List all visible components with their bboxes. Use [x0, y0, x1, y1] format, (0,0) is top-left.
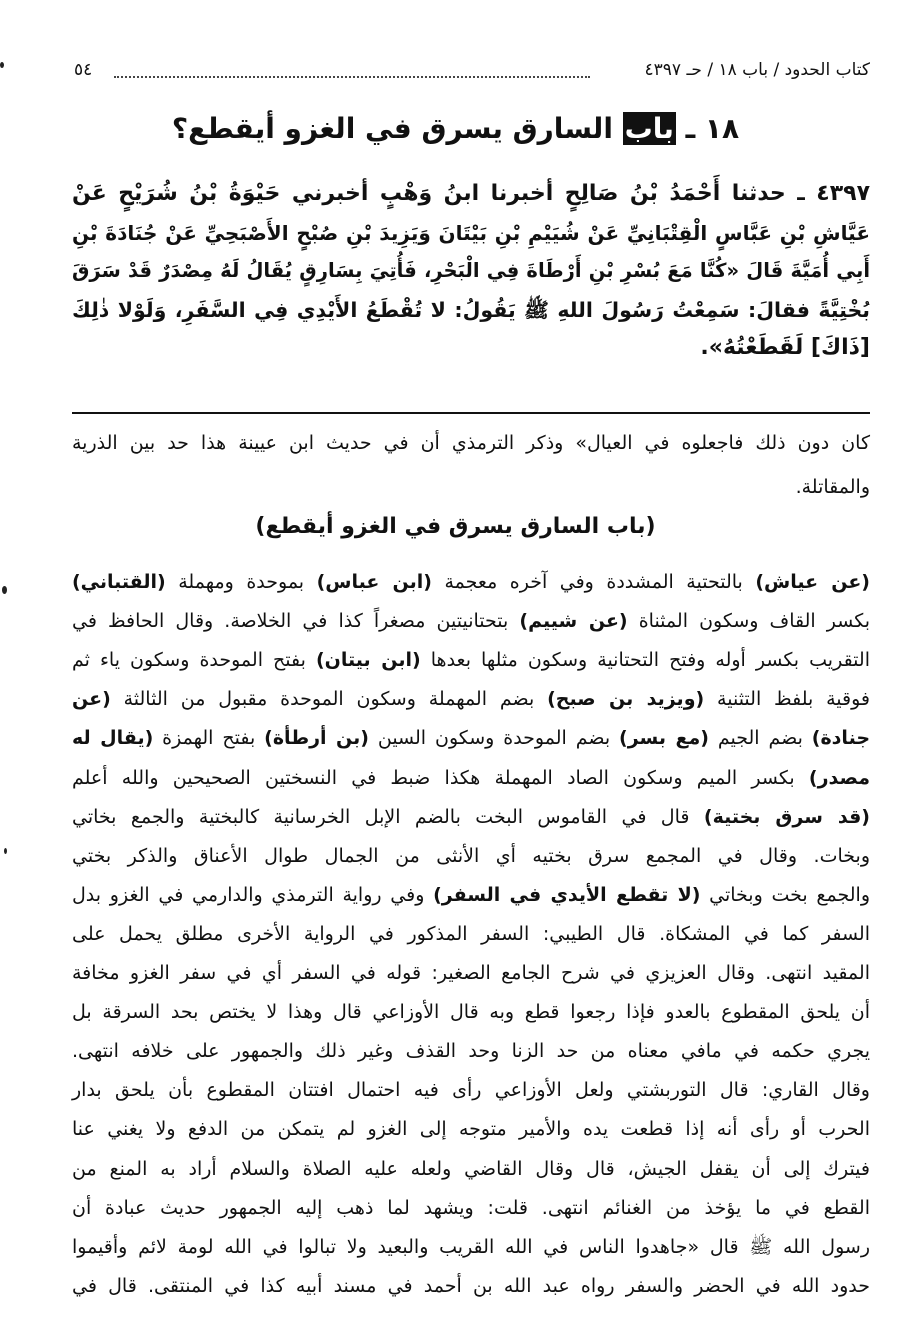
- text-line: [72, 956, 870, 990]
- bold-lemma: (عن شييم): [519, 610, 628, 633]
- running-head: كتاب الحدود / باب ١٨ / حـ ٤٣٩٧: [644, 60, 870, 80]
- text-segment: بتحتانيتين مصغراً كذا في الخلاصة. وقال الحافظ في: [72, 610, 520, 633]
- text-segment: القطع في ما يؤخذ من الغنائم انتهى. قلت: ويشهد لما ذهب إليه الجمهور حديث عبادة أن: [72, 1196, 870, 1219]
- text-line: [72, 878, 870, 912]
- text-line: [72, 800, 870, 834]
- text-line: [72, 839, 870, 873]
- text-segment: فيترك إلى أن يقفل الجيش، قال وقال القاضي ولعله عليه الصلاة والسلام أراد به المنع من: [72, 1157, 870, 1180]
- bold-lemma: جنادة): [811, 727, 871, 750]
- text-segment: بفتح الهمزة: [153, 727, 265, 750]
- text-segment: السفر كما في المشكاة. قال الطيبي: السفر المذكور في الرواية الأخرى مطلق يحمل على: [72, 922, 870, 945]
- text-line: [72, 215, 870, 251]
- text-segment: أَبِي أُمَيَّةَ قَالَ «كُنَّا مَعَ بُسْرِ بْنِ أَرْطَاةَ فِي الْبَحْرِ، فَأُتِيَ بِسَارِقٍ يُقَالُ لَهُ مِصْدَرٌ قَدْ سَرَقَ: [72, 259, 870, 283]
- text-segment: حدود الله في الحضر والسفر رواه عبد الله بن أحمد في مسند أبيه كذا في المنتقى. قال في: [72, 1274, 870, 1297]
- text-segment: بُخْتِيَّةً فقالَ: سَمِعْتُ رَسُولَ اللهِ ﷺ يَقُولُ: لا تُقْطَعُ الأَيْدِي فِي السَّفَرِ، وَلَوْلا ذٰلِكَ: [72, 297, 870, 322]
- commentary-heading: (باب السارق يسرق في الغزو أيقطع): [255, 514, 656, 539]
- text-segment: رسول الله ﷺ قال «جاهدوا الناس في الله القريب والبعيد ولا تبالوا في الله لومة لائم وأقيموا: [72, 1235, 870, 1258]
- text-line: [72, 995, 870, 1029]
- text-line: [72, 470, 870, 504]
- text-line: [72, 604, 870, 638]
- bold-lemma: (ابن بيتان): [315, 649, 421, 672]
- text-segment: بكسر الميم وسكون الصاد المهملة هكذا ضبط في النسختين الصحيحين والله أعلم: [72, 766, 809, 789]
- text-line: [72, 1191, 870, 1225]
- text-line: [72, 1230, 870, 1264]
- text-segment: بضم الجيم: [708, 727, 812, 750]
- text-segment: عَيَّاشِ بْنِ عَبَّاسٍ الْقِتْبَانِيِّ عَنْ شُيَيْمِ بْنِ بَيْتَانَ وَيَزِيدَ بْنِ صُبْحٍ الأَصْبَحِيِّ عَنْ جُنَادَةَ بْنِ: [72, 220, 870, 245]
- bold-lemma: (يقال له: [72, 727, 154, 750]
- bold-lemma: (عن: [72, 688, 111, 711]
- text-line: [72, 643, 870, 677]
- text-segment: وبخات. وقال في المجمع سرق بختيه أي الأنثى من الجمال طوال الأعناق والذكر بختي: [72, 844, 870, 867]
- scan-speck: [0, 62, 4, 68]
- scan-speck: [2, 586, 7, 594]
- text-segment: فوقية بلفظ التثنية: [704, 688, 871, 711]
- text-segment: وفي رواية الترمذي والدارمي في الغزو بدل: [72, 883, 434, 906]
- text-line: [72, 176, 870, 212]
- text-segment: قال في القاموس البخت بالضم الإبل الخرسانية كالبختية والجمع بخاتي: [72, 805, 704, 828]
- text-segment: بالتحتية المشددة وفي آخره معجمة: [431, 571, 756, 593]
- text-line: [72, 917, 870, 951]
- text-segment: وقال القاري: قال التوربشتي ولعل الأوزاعي رأى فيه احتمال افتتان المقطوع بأن يلحق بدار: [72, 1079, 870, 1102]
- text-segment: بضم الموحدة وسكون السين: [368, 727, 620, 750]
- text-segment: التقريب بكسر أوله وفتح التحتانية وسكون مثلها بعدها: [420, 649, 870, 672]
- text-segment: [ذَاكَ] لَقَطَعْتُهُ».: [700, 335, 870, 361]
- bold-lemma: (لا تقطع الأيدي في السفر): [433, 883, 701, 906]
- text-segment: بكسر القاف وسكون المثناة: [627, 610, 871, 633]
- text-segment: حدثنا أَحْمَدُ بْنُ صَالِحٍ أخبرنا ابنُ وَهْبٍ أخبرني حَيْوَةُ بْنُ شُرَيْحٍ عَنْ: [72, 181, 786, 206]
- text-line: [72, 682, 870, 716]
- bold-lemma: (عن عياش): [755, 571, 870, 593]
- text-line: [72, 1073, 870, 1107]
- text-segment: الحرب أو رأى أنه إذا قطعت يده والأمير متوجه إلى الغزو لم يتمكن من الدفع ولا يغني عنا: [72, 1118, 870, 1141]
- text-segment: بفتح الموحدة وسكون ياء ثم: [72, 649, 316, 672]
- bold-lemma: (ابن عباس): [316, 571, 432, 593]
- text-segment: بموحدة ومهملة: [165, 571, 317, 593]
- text-segment: أن يلحق المقطوع بالعدو فإذا رجعوا قطع وبه قال الأوزاعي قال وهذا لا يختص بحد السرقة بل: [72, 1001, 870, 1024]
- text-segment: يجري حكمه في مافي معناه من حد الزنا وحد القذف وغير ذلك والجمهور على خلافه انتهى.: [72, 1040, 870, 1063]
- text-line: [72, 761, 870, 795]
- text-line: [72, 1112, 870, 1146]
- bold-lemma: (ويزيد بن صبح): [547, 688, 705, 711]
- text-line: [72, 565, 870, 599]
- bold-lemma: مصدر): [808, 766, 870, 789]
- bold-lemma: (بن أرطأة): [264, 727, 369, 750]
- text-segment: والمقاتلة.: [795, 476, 870, 498]
- text-line: [72, 1034, 870, 1068]
- text-line: [72, 426, 870, 460]
- chapter-title: [0, 112, 911, 145]
- text-line: [72, 1152, 870, 1186]
- chapter-number: ١٨ ـ: [685, 112, 740, 145]
- bold-lemma: (قد سرق بختية): [703, 805, 870, 828]
- bold-lemma: (مع بسر): [619, 727, 709, 750]
- footnote-divider: [72, 412, 870, 414]
- chapter-title-text: السارق يسرق في الغزو أيقطع؟: [171, 112, 613, 145]
- text-segment: كان دون ذلك فاجعلوه في العيال» وذكر الترمذي أن في حديث ابن عيينة هذا حد بين الذرية: [72, 432, 870, 454]
- page-number: ٥٤: [74, 60, 93, 80]
- text-segment: بضم المهملة وسكون الموحدة مقبول من الثالثة: [110, 688, 548, 711]
- text-line: [72, 330, 870, 366]
- page-header: [74, 60, 870, 88]
- text-line: [72, 253, 870, 289]
- text-line: [72, 721, 870, 755]
- text-segment: المقيد انتهى. وقال العزيزي في شرح الجامع الصغير: قوله في السفر أي في سفر الغزو مخافة: [72, 962, 870, 984]
- leader-dots: [114, 76, 590, 78]
- text-line: [72, 1269, 870, 1303]
- bold-lemma: ٤٣٩٧ ـ: [785, 181, 870, 206]
- text-segment: والجمع بخت وبخاتي: [700, 883, 871, 906]
- chapter-keyword: باب: [624, 112, 674, 145]
- text-line: [72, 292, 870, 328]
- bold-lemma: (القتباني): [72, 571, 166, 593]
- scan-speck: [4, 848, 7, 854]
